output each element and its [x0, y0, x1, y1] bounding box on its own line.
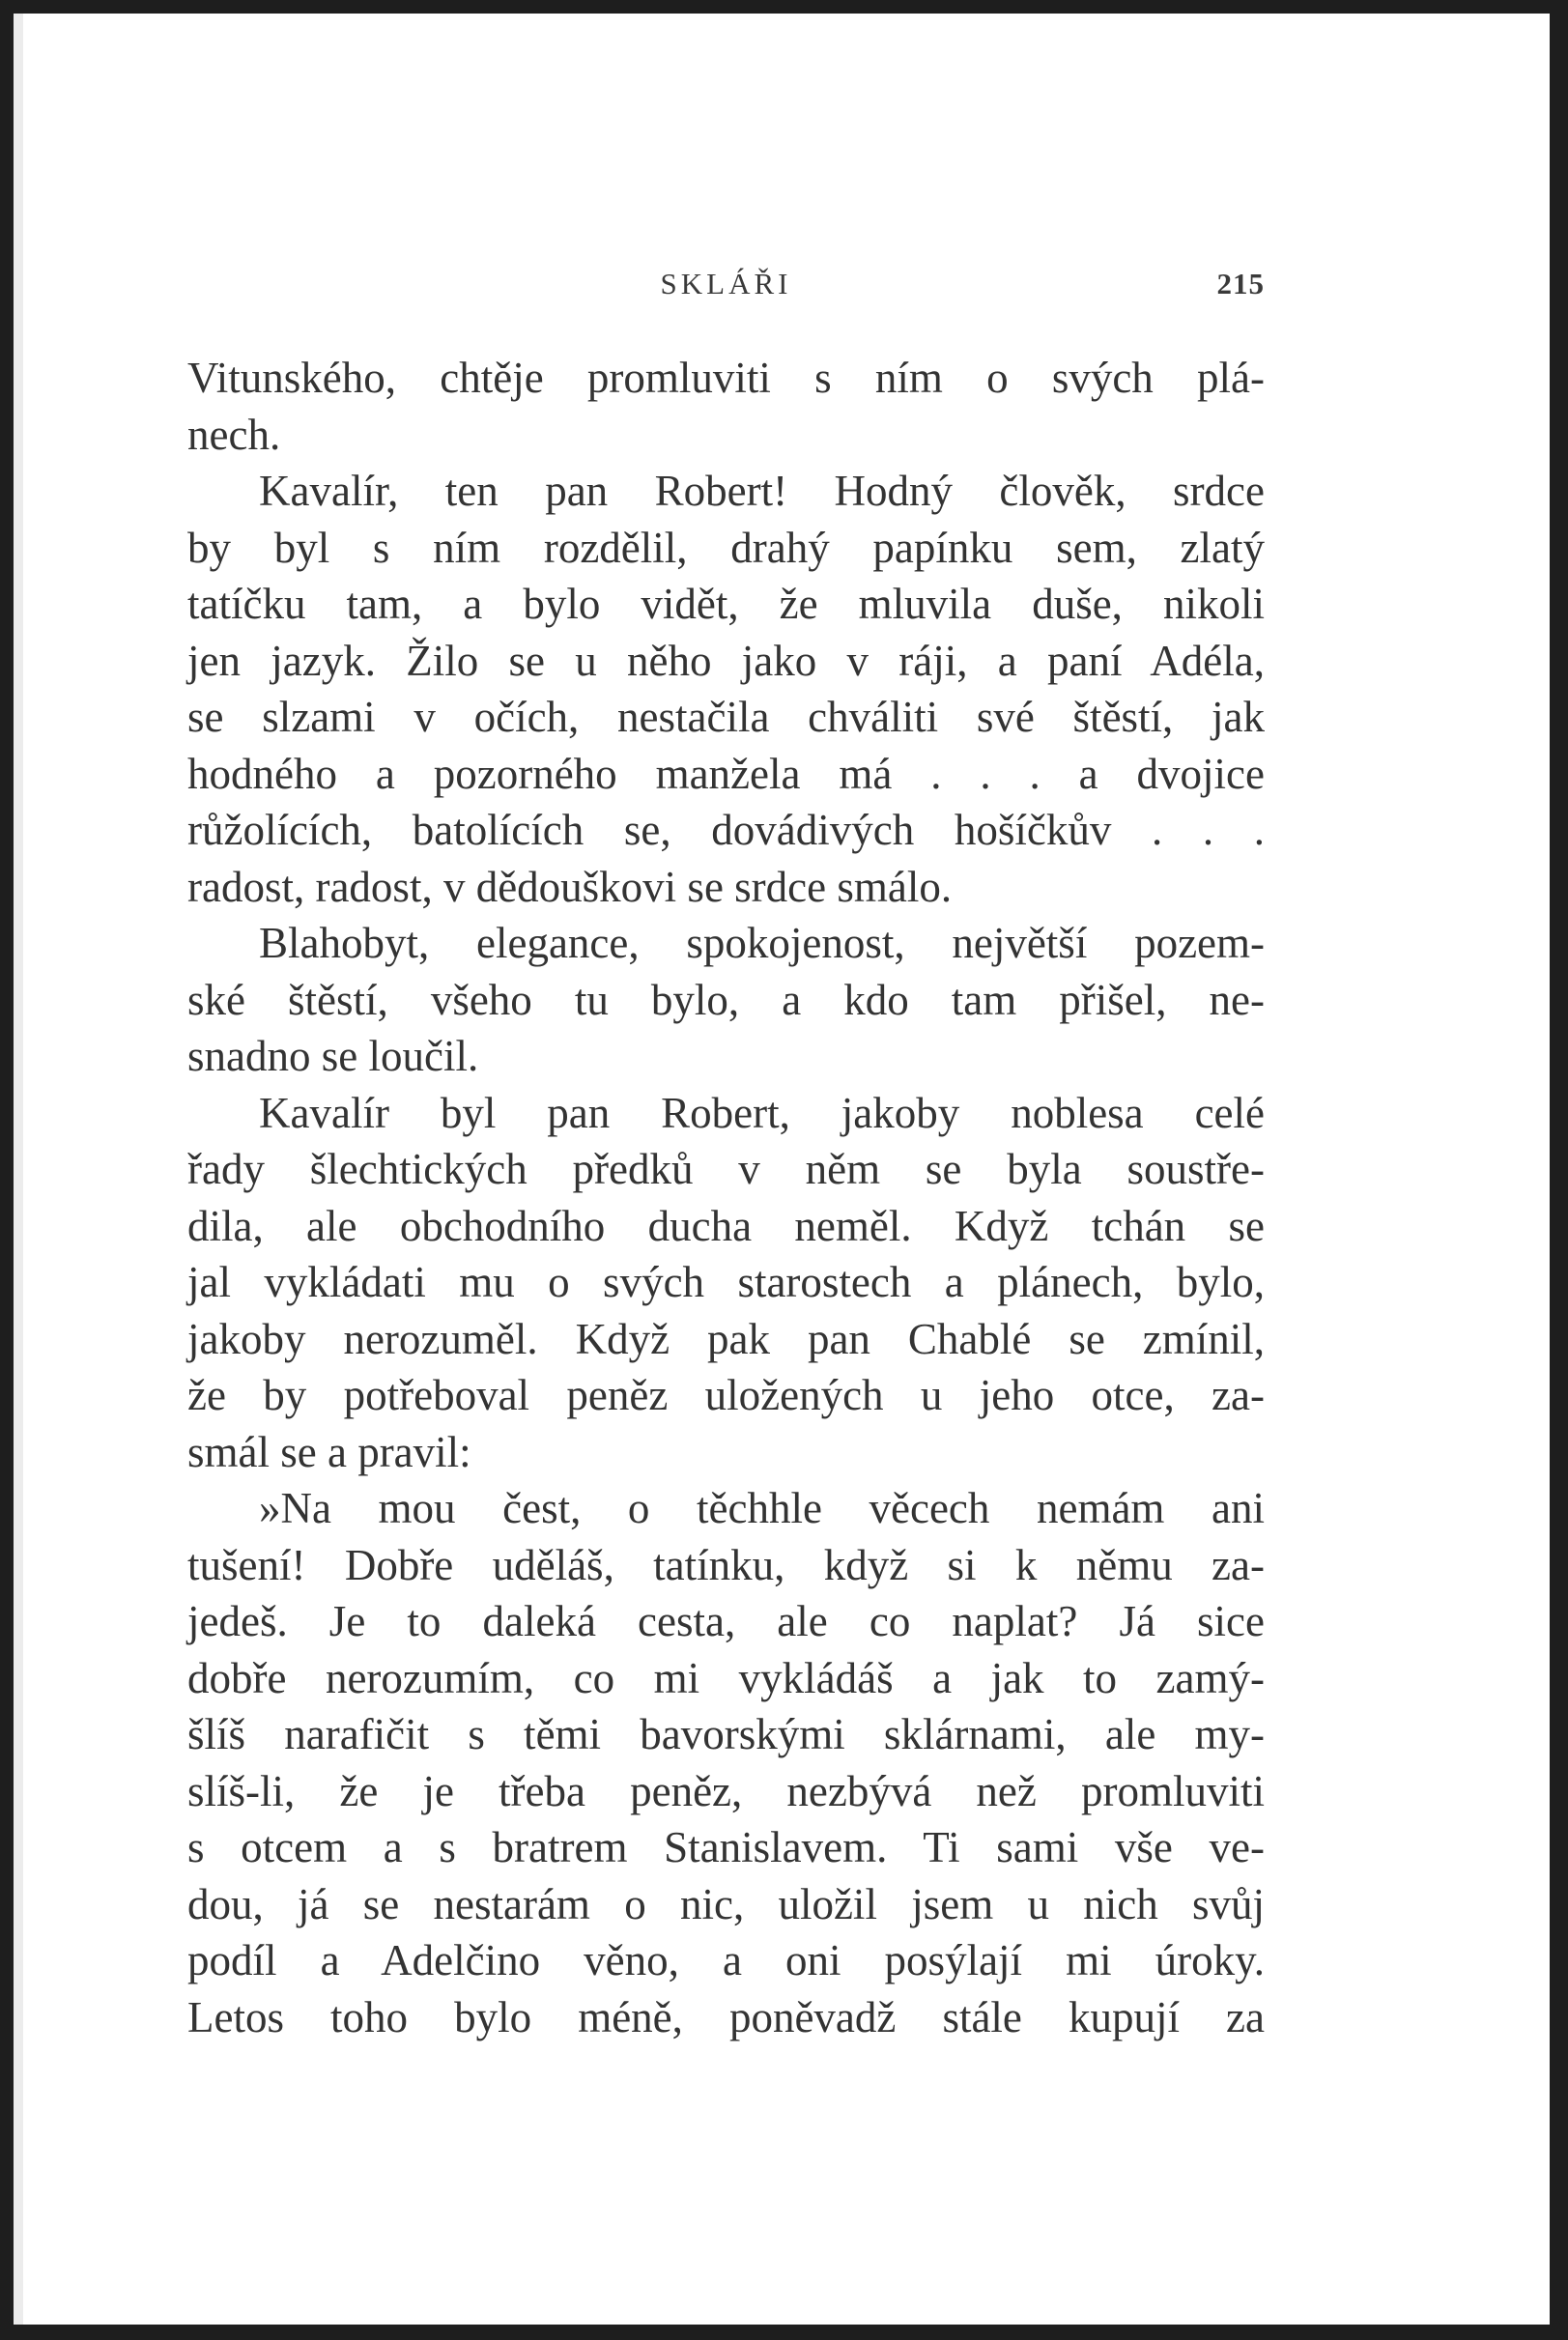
text-line: slíš-li, že je třeba peněz, nezbývá než promluviti	[187, 1766, 1265, 1815]
page-number: 215	[1216, 267, 1265, 300]
text-line: Vitunského, chtěje promluviti s ním o svých plá-	[187, 354, 1265, 402]
text-line: tatíčku tam, a bylo vidět, že mluvila duše, nikoli	[187, 580, 1265, 628]
text-line: hodného a pozorného manžela má . . . a dvojice	[187, 749, 1265, 798]
text-line: že by potřeboval peněz uložených u jeho otce, za-	[187, 1371, 1265, 1419]
text-line: se slzami v očích, nestačila chváliti své štěstí, jak	[187, 693, 1265, 741]
text-line: nech.	[187, 410, 281, 459]
text-line: jedeš. Je to daleká cesta, ale co naplat? Já sice	[187, 1597, 1265, 1645]
running-title: SKLÁŘI	[660, 267, 792, 300]
text-line: dila, ale obchodního ducha neměl. Když tchán se	[187, 1201, 1265, 1250]
page-header	[187, 267, 1265, 305]
text-line: snadno se loučil.	[187, 1032, 479, 1080]
text-line: Letos toho bylo méně, poněvadž stále kupují za	[187, 1992, 1265, 2041]
text-line: tušení! Dobře uděláš, tatínku, když si k němu za-	[187, 1540, 1265, 1589]
text-line: ské štěstí, všeho tu bylo, a kdo tam přišel, ne-	[187, 975, 1265, 1024]
text-line: by byl s ním rozdělil, drahý papínku sem, zlatý	[187, 523, 1265, 572]
text-line: Kavalír, ten pan Robert! Hodný člověk, srdce	[259, 467, 1265, 515]
text-line: radost, radost, v dědouškovi se srdce smálo.	[187, 862, 953, 911]
text-line: dobře nerozumím, co mi vykládáš a jak to zamý-	[187, 1653, 1265, 1702]
text-line: Kavalír byl pan Robert, jakoby noblesa celé	[259, 1088, 1265, 1137]
text-line: dou, já se nestarám o nic, uložil jsem u nich svůj	[187, 1879, 1265, 1928]
text-line: podíl a Adelčino věno, a oni posýlají mi úroky.	[187, 1936, 1265, 1984]
text-line: řady šlechtických předků v něm se byla soustře-	[187, 1145, 1265, 1193]
text-line: »Na mou čest, o těchhle věcech nemám ani	[259, 1484, 1265, 1532]
text-line: jakoby nerozuměl. Když pak pan Chablé se zmínil,	[187, 1314, 1265, 1363]
text-line: růžolících, batolících se, dovádivých hošíčkův . . .	[187, 806, 1265, 854]
body-text	[187, 350, 1265, 2045]
text-line: s otcem a s bratrem Stanislavem. Ti sami vše ve-	[187, 1823, 1265, 1871]
text-line: smál se a pravil:	[187, 1427, 471, 1476]
text-line: jal vykládati mu o svých starostech a plánech, bylo,	[187, 1258, 1265, 1306]
text-line: šlíš narafičit s těmi bavorskými sklárnami, ale my-	[187, 1710, 1265, 1758]
text-line: jen jazyk. Žilo se u něho jako v ráji, a paní Adéla,	[187, 636, 1265, 685]
book-page	[14, 14, 1550, 2325]
text-line: Blahobyt, elegance, spokojenost, největší pozem-	[259, 919, 1265, 967]
